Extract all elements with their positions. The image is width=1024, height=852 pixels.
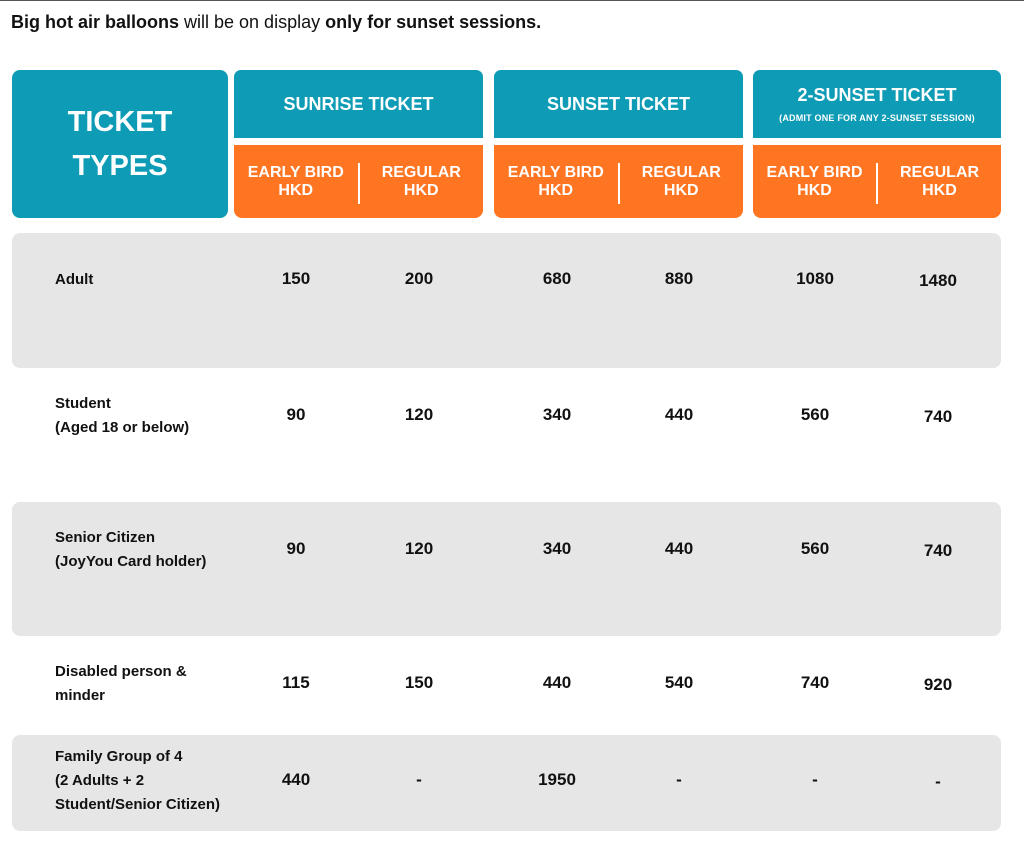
two-sunset-early-bird-currency: HKD [797,181,832,199]
sunrise-price-columns [234,145,483,218]
price-two-sunset-early-bird: 560 [800,405,830,424]
price-sunset-regular: 540 [664,673,694,692]
sunset-ticket-title: SUNSET TICKET [546,93,690,114]
two-sunset-ticket-title-box [753,70,1001,138]
sunrise-early-bird-currency: HKD [278,181,314,199]
sunset-regular-label: REGULAR [641,163,721,181]
sunset-regular-header [620,145,744,218]
price-two-sunset-regular: 740 [923,541,953,560]
price-two-sunset-regular: - [935,772,941,791]
sunrise-early-bird-header [234,145,358,218]
price-sunset-regular: 440 [664,405,694,424]
table-row-senior-citizen [12,502,1001,636]
price-sunset-early-bird: 340 [542,405,572,424]
price-sunset-regular: 440 [664,539,694,558]
sunset-price-columns [494,145,743,218]
ticket-types-line2: TYPES [72,150,168,182]
two-sunset-ticket-title: 2-SUNSET TICKET [797,85,957,105]
ticket-types-line1: TICKET [67,106,173,138]
row-label-line: (Aged 18 or below) [55,419,190,436]
price-sunrise-early-bird: 150 [281,269,311,288]
sunrise-regular-currency: HKD [403,181,439,199]
price-sunrise-early-bird: 90 [286,405,306,424]
row-label-senior-citizen [55,526,206,574]
row-label-line: Family Group of 4 [55,748,183,765]
two-sunset-regular-currency: HKD [922,181,957,199]
row-label-line: (JoyYou Card holder) [55,553,207,570]
price-two-sunset-early-bird: 740 [800,673,830,692]
price-sunrise-early-bird: 90 [286,539,306,558]
two-sunset-ticket-subtitle: (ADMIT ONE FOR ANY 2-SUNSET SESSION) [779,113,975,123]
price-sunrise-regular: - [416,770,422,789]
row-label-line: (2 Adults + 2 [55,772,145,789]
price-sunrise-early-bird: 440 [281,770,311,789]
sunset-regular-currency: HKD [663,181,699,199]
table-row-student [12,370,1001,500]
row-label-line: Student/Senior Citizen) [55,796,220,813]
sunset-ticket-title-box [494,70,743,138]
price-sunrise-early-bird: 115 [282,673,310,692]
price-sunset-regular: - [676,770,682,789]
price-sunrise-regular: 120 [404,405,434,424]
sunrise-ticket-title-box [234,70,483,138]
row-label-disabled-person [55,660,187,708]
price-two-sunset-early-bird: - [812,770,818,789]
top-border-line [0,0,1024,1]
notice-bold-sunset: only for sunset sessions. [325,12,542,32]
row-label-family-group [55,745,220,817]
notice-bold-balloons: Big hot air balloons [11,12,180,32]
two-sunset-early-bird-header [753,145,876,218]
price-sunset-regular: 880 [664,269,694,288]
sunrise-regular-header [360,145,484,218]
row-label-adult [55,268,93,292]
price-sunrise-regular: 120 [404,539,434,558]
table-row-disabled-person [12,638,1001,732]
row-label-line: Disabled person & [55,663,187,680]
two-sunset-early-bird-label: EARLY BIRD [766,163,863,181]
price-two-sunset-regular: 740 [923,407,953,426]
price-two-sunset-regular: 1480 [919,271,957,290]
sunrise-regular-label: REGULAR [381,163,461,181]
table-row-adult [12,233,1001,368]
price-two-sunset-early-bird: 1080 [796,269,834,288]
row-label-line: Student [55,395,111,412]
row-label-line: Adult [55,271,94,288]
price-sunrise-regular: 150 [404,673,434,692]
sunset-ticket-header [494,70,743,218]
sunset-early-bird-currency: HKD [538,181,574,199]
two-sunset-regular-header [878,145,1001,218]
price-sunset-early-bird: 680 [542,269,572,288]
sunrise-early-bird-label: EARLY BIRD [247,163,344,181]
sunrise-ticket-header [234,70,483,218]
price-two-sunset-early-bird: 560 [800,539,830,558]
two-sunset-regular-label: REGULAR [899,163,980,181]
ticket-types-header [12,70,228,218]
two-sunset-price-columns [753,145,1001,218]
row-label-line: Senior Citizen [55,529,156,546]
price-sunrise-regular: 200 [404,269,434,288]
sunrise-ticket-title: SUNRISE TICKET [283,93,434,114]
price-two-sunset-regular: 920 [923,675,953,694]
sunset-early-bird-header [494,145,618,218]
notice-middle-text: will be on display [179,12,326,32]
sunset-early-bird-label: EARLY BIRD [507,163,604,181]
row-label-student [55,392,189,440]
price-sunset-early-bird: 340 [542,539,572,558]
price-sunset-early-bird: 1950 [538,770,576,789]
price-sunset-early-bird: 440 [542,673,572,692]
row-label-line: minder [55,687,106,704]
table-row-family-group [12,735,1001,831]
display-notice [11,10,541,34]
two-sunset-ticket-header [753,70,1001,218]
